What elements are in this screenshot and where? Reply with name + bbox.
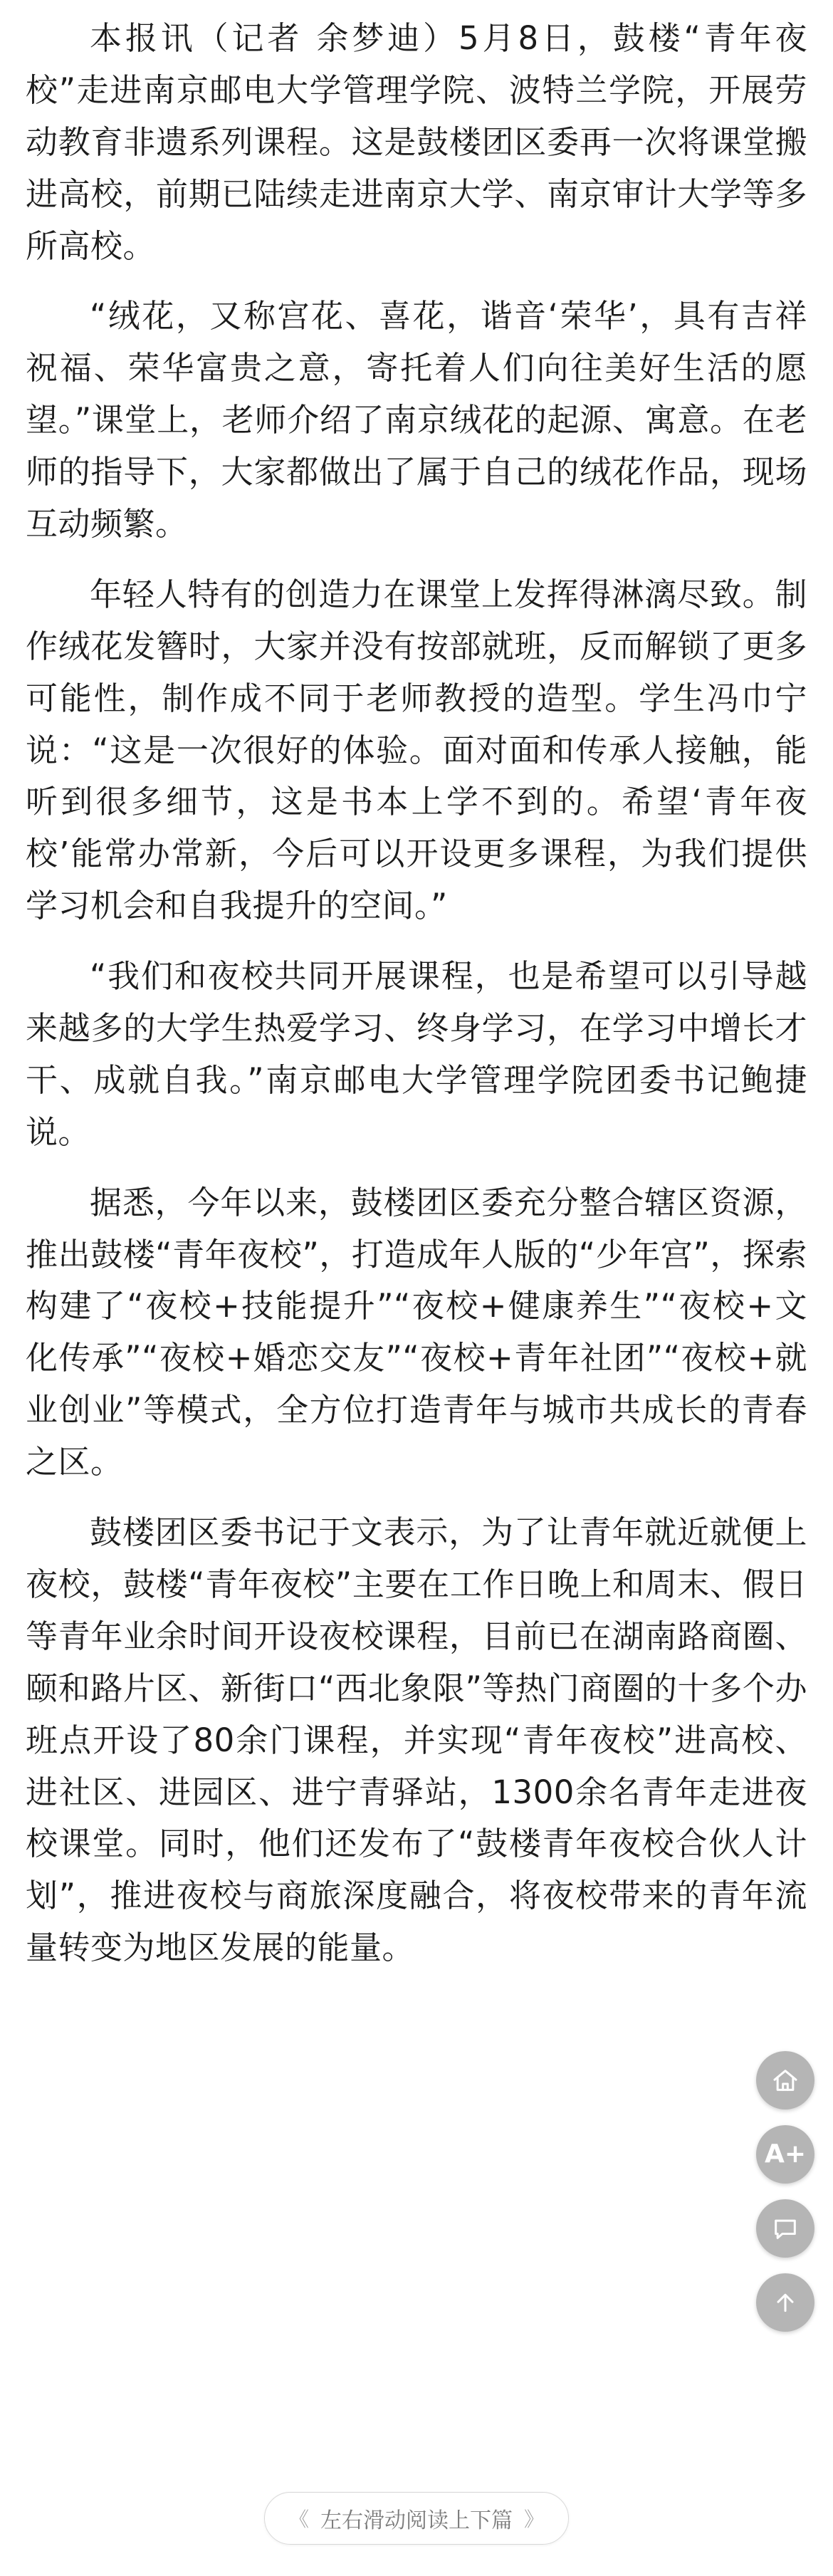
comment-icon <box>771 2214 800 2243</box>
article-paragraph: 本报讯（记者 余梦迪）5月8日，鼓楼“青年夜校”走进南京邮电大学管理学院、波特兰学院，开展劳动教育非遗系列课程。这是鼓楼团区委再一次将课堂搬进高校，前期已陆续走进南京大学、南京审计大学等多所高校。 <box>26 19 807 265</box>
font-size-increase-icon: A+ <box>764 2139 807 2169</box>
floating-action-buttons <box>756 2051 814 2332</box>
article-paragraph: 年轻人特有的创造力在课堂上发挥得淋漓尽致。制作绒花发簪时，大家并没有按部就班，反而解锁了更多可能性，制作成不同于老师教授的造型。学生冯巾宁说：“这是一次很好的体验。面对面和传承人接触，能听到很多细节，这是书本上学不到的。希望‘青年夜校’能常办常新，今后可以开设更多课程，为我们提供学习机会和自我提升的空间。” <box>26 575 807 925</box>
swipe-hint[interactable] <box>264 2492 569 2545</box>
article-paragraph: “绒花，又称宫花、喜花，谐音‘荣华’，具有吉祥祝福、荣华富贵之意，寄托着人们向往美好生活的愿望。”课堂上，老师介绍了南京绒花的起源、寓意。在老师的指导下，大家都做出了属于自己的绒花作品，现场互动频繁。 <box>26 297 807 543</box>
article-paragraph: 鼓楼团区委书记于文表示，为了让青年就近就便上夜校，鼓楼“青年夜校”主要在工作日晚上和周末、假日等青年业余时间开设夜校课程，目前已在湖南路商圈、颐和路片区、新街口“西北象限”等热门商圈的十多个办班点开设了80余门课程，并实现“青年夜校”进高校、进社区、进园区、进宁青驿站，1300余名青年走进夜校课堂。同时，他们还发布了“鼓楼青年夜校合伙人计划”，推进夜校与商旅深度融合，将夜校带来的青年流量转变为地区发展的能量。 <box>26 1513 807 1967</box>
home-icon <box>771 2066 800 2095</box>
back-to-top-button[interactable] <box>756 2273 814 2332</box>
font-size-button[interactable] <box>756 2125 814 2184</box>
article-paragraph: 据悉，今年以来，鼓楼团区委充分整合辖区资源，推出鼓楼“青年夜校”，打造成年人版的“少年宫”，探索构建了“夜校+技能提升”“夜校+健康养生”“夜校+文化传承”“夜校+婚恋交友”“夜校+青年社团”“夜校+就业创业”等模式，全方位打造青年与城市共成长的青春之区。 <box>26 1183 807 1481</box>
home-button[interactable] <box>756 2051 814 2110</box>
article-paragraph: “我们和夜校共同开展课程，也是希望可以引导越来越多的大学生热爱学习、终身学习，在学习中增长才干、成就自我。”南京邮电大学管理学院团委书记鲍捷说。 <box>26 957 807 1151</box>
swipe-hint-left-chevron: 《 <box>288 2508 309 2531</box>
swipe-hint-right-chevron: 》 <box>524 2508 545 2531</box>
comment-button[interactable] <box>756 2199 814 2258</box>
arrow-up-icon <box>771 2288 800 2317</box>
swipe-hint-label: 左右滑动阅读上下篇 <box>320 2508 513 2533</box>
